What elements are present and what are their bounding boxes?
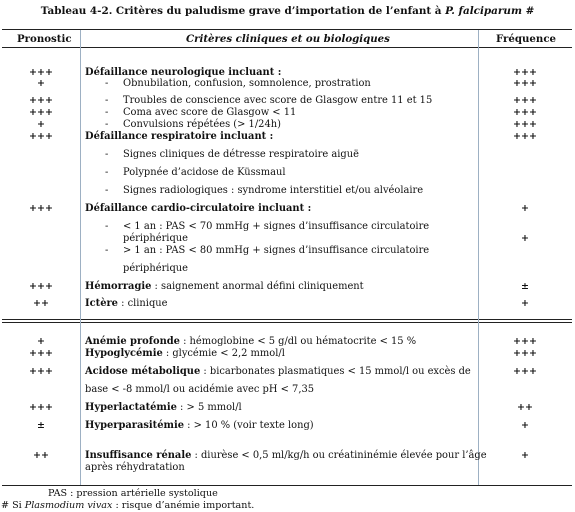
ict-frequence: + — [521, 298, 529, 309]
n2-pronostic: +++ — [29, 95, 53, 106]
title-text: Tableau 4-2. Critères du paludisme grave d’importation de l’enfant à — [40, 5, 446, 17]
c2-line1: > 1 an : PAS < 80 mmHg + signes d’insuffisance circulatoire — [123, 245, 430, 256]
hypo-row: Hypoglycémie : glycémie < 2,2 mmol/l — [85, 348, 285, 359]
r2-dash: - — [105, 167, 109, 178]
renal-row: Insuffisance rénale : diurèse < 0,5 ml/kg/h ou créatininémie élevée pour l’âge — [85, 450, 487, 461]
header-rule — [2, 47, 572, 48]
c2-line2: périphérique — [123, 263, 188, 274]
header-frequence: Fréquence — [496, 33, 557, 45]
resp-pronostic: +++ — [29, 131, 53, 142]
neuro-label: Défaillance neurologique incluant : — [85, 67, 282, 78]
column-divider-left — [80, 30, 81, 485]
neuro-pronostic: +++ — [29, 67, 53, 78]
anemie-row: Anémie profonde : hémoglobine < 5 g/dl ou hématocrite < 15 % — [85, 336, 417, 347]
n4-pronostic: + — [37, 119, 45, 130]
n1-dash: - — [105, 78, 109, 89]
n2-text: Troubles de conscience avec score de Glasgow entre 11 et 15 — [123, 95, 433, 106]
table-title — [0, 5, 575, 17]
criteria-table — [2, 29, 572, 486]
hemo-row: Hémorragie : saignement anormal défini cliniquement — [85, 281, 364, 292]
anemie-frequence: +++ — [513, 336, 537, 347]
cardio-frequence: + — [521, 203, 529, 214]
resp-frequence: +++ — [513, 131, 537, 142]
renal-pronostic: ++ — [33, 450, 49, 461]
table-bottom-rule — [2, 485, 572, 486]
ict-pronostic: ++ — [33, 298, 49, 309]
r3-text: Signes radiologiques : syndrome interstitiel et/ou alvéolaire — [123, 185, 424, 196]
resp-label: Défaillance respiratoire incluant : — [85, 131, 274, 142]
section-rule-2 — [2, 322, 572, 323]
renal-frequence: + — [521, 450, 529, 461]
hypo-pronostic: +++ — [29, 348, 53, 359]
n2-frequence: +++ — [513, 95, 537, 106]
footnote-vivax: # Si Plasmodium vivax : risque d’anémie important. — [1, 500, 255, 511]
lact-frequence: ++ — [517, 402, 533, 413]
hypo-frequence: +++ — [513, 348, 537, 359]
n3-frequence: +++ — [513, 107, 537, 118]
n4-dash: - — [105, 119, 109, 130]
n4-text: Convulsions répétées (> 1/24h) — [123, 119, 281, 130]
n1-pronostic: + — [37, 78, 45, 89]
title-species: P. falciparum — [445, 5, 522, 17]
r3-dash: - — [105, 185, 109, 196]
neuro-frequence: +++ — [513, 67, 537, 78]
c2-dash: - — [105, 245, 109, 256]
c1-line1: < 1 an : PAS < 70 mmHg + signes d’insuffisance circulatoire — [123, 221, 430, 232]
n3-pronostic: +++ — [29, 107, 53, 118]
n3-text: Coma avec score de Glasgow < 11 — [123, 107, 297, 118]
r1-dash: - — [105, 149, 109, 160]
cardio-label: Défaillance cardio-circulatoire incluant : — [85, 203, 312, 214]
header-pronostic: Pronostic — [17, 33, 72, 45]
cardio-pronostic: +++ — [29, 203, 53, 214]
hemo-frequence: ± — [521, 281, 529, 292]
hemo-pronostic: +++ — [29, 281, 53, 292]
para-row: Hyperparasitémie : > 10 % (voir texte long) — [85, 420, 314, 431]
n1-text: Obnubilation, confusion, somnolence, prostration — [123, 78, 371, 89]
table-top-rule — [2, 29, 572, 30]
r2-text: Polypnée d’acidose de Küssmaul — [123, 167, 286, 178]
acid-pronostic: +++ — [29, 366, 53, 377]
para-frequence: + — [521, 420, 529, 431]
title-suffix: # — [521, 5, 535, 17]
acid-frequence: +++ — [513, 366, 537, 377]
acid-row: Acidose métabolique : bicarbonates plasmatiques < 15 mmol/l ou excès de — [85, 366, 471, 377]
footnote-pas: PAS : pression artérielle systolique — [48, 488, 218, 499]
n2-dash: - — [105, 95, 109, 106]
anemie-pronostic: + — [37, 336, 45, 347]
section-rule-1 — [2, 319, 572, 320]
n1-frequence: +++ — [513, 78, 537, 89]
lact-pronostic: +++ — [29, 402, 53, 413]
c1-frequence: + — [521, 233, 529, 244]
n3-dash: - — [105, 107, 109, 118]
r1-text: Signes cliniques de détresse respiratoire aiguë — [123, 149, 359, 160]
n4-frequence: +++ — [513, 119, 537, 130]
header-criteres: Critères cliniques et ou biologiques — [186, 33, 390, 45]
renal-line2: après réhydratation — [85, 462, 185, 473]
acid-line2: base < -8 mmol/l ou acidémie avec pH < 7,35 — [85, 384, 315, 395]
c1-line2: périphérique — [123, 233, 188, 244]
lact-row: Hyperlactatémie : > 5 mmol/l — [85, 402, 242, 413]
para-pronostic: ± — [37, 420, 45, 431]
ict-row: Ictère : clinique — [85, 298, 168, 309]
c1-dash: - — [105, 221, 109, 232]
